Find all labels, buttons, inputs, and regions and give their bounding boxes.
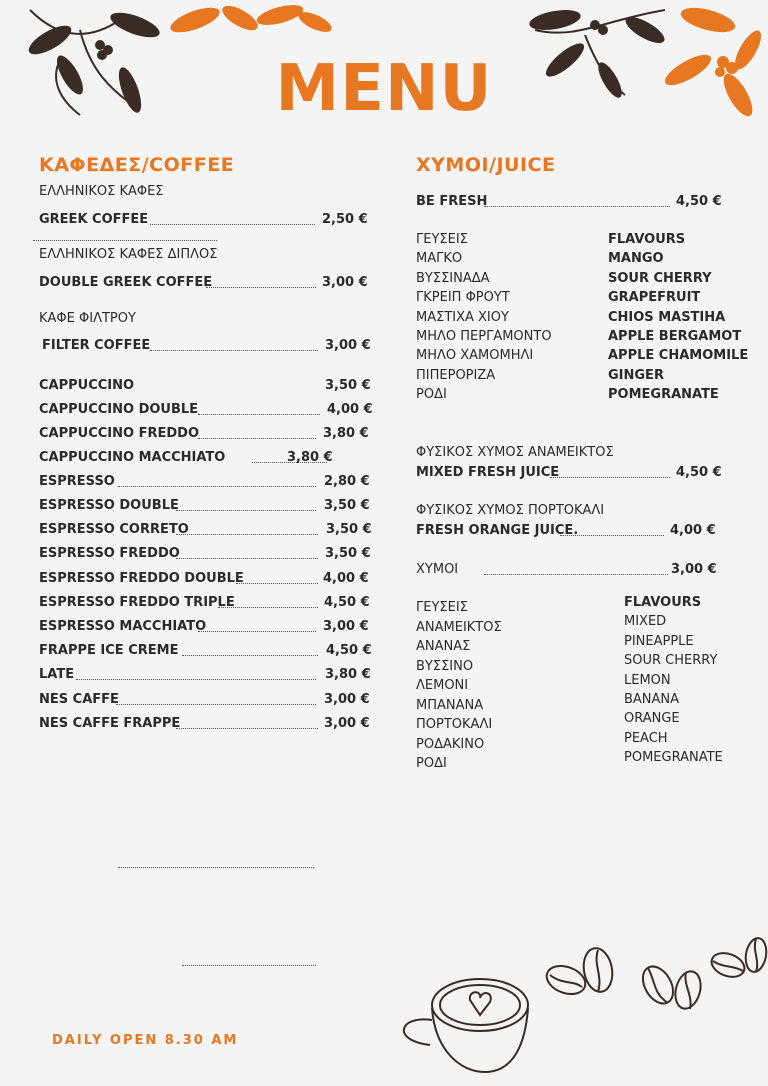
menu-item-name: ESPRESSO CORRETO <box>39 522 189 537</box>
menu-item-name: ESPRESSO <box>39 474 115 489</box>
dot-leader <box>206 287 316 288</box>
flavours-english-list-2 <box>624 595 723 770</box>
menu-item-name: FILTER COFFEE <box>42 338 151 353</box>
list-item: ΜΑΣΤΙΧΑ ΧΙΟΥ <box>416 309 509 325</box>
menu-item-name: GREEK COFFEE <box>39 212 149 227</box>
dot-leader <box>560 535 664 536</box>
menu-item-price: 3,50 € <box>325 378 371 393</box>
dot-leader <box>550 477 670 478</box>
menu-item-price: 4,00 € <box>323 571 369 586</box>
menu-item-name: LATE <box>39 667 75 682</box>
list-item: FLAVOURS <box>624 595 702 610</box>
menu-item-price: 3,00 € <box>325 338 371 353</box>
menu-item-name: ESPRESSO FREDDO TRIPLE <box>39 595 235 610</box>
list-item: ORANGE <box>624 711 680 727</box>
list-item: CHIOS MASTIHA <box>608 309 726 325</box>
dot-leader <box>150 224 315 225</box>
list-item: POMEGRANATE <box>608 387 719 403</box>
list-item: ΡΟΔΙ <box>416 756 447 771</box>
menu-item-price: 4,50 € <box>676 194 722 209</box>
list-item: ΒΥΣΣΙΝΑΔΑ <box>416 270 490 286</box>
menu-item-name: CAPPUCCINO MACCHIATO <box>39 450 226 465</box>
list-item: PINEAPPLE <box>624 633 694 649</box>
list-item: LEMON <box>624 672 671 688</box>
list-item: BANANA <box>624 691 680 707</box>
menu-item-price: 3,00 € <box>324 716 370 731</box>
menu-item-price: 4,00 € <box>670 523 716 538</box>
menu-item-price: 3,80 € <box>323 426 369 441</box>
dot-leader <box>76 679 316 680</box>
blank-line <box>118 867 314 868</box>
dot-leader <box>176 534 318 535</box>
list-item: ΠΙΠΕΡΟΡΙΖΑ <box>416 367 496 383</box>
menu-item-price: 4,50 € <box>326 643 372 658</box>
menu-item-name: NES CAFFE FRAPPE <box>39 716 181 731</box>
dot-leader <box>176 510 316 511</box>
menu-item-price: 3,50 € <box>325 546 371 561</box>
double-greek-label: ΕΛΛΗΝΙΚΟΣ ΚΑΦΕΣ ΔΙΠΛΟΣ <box>39 247 218 262</box>
coffee-cup-illustration <box>390 960 550 1080</box>
coffee-heading-greek: ΚΑΦΕΔΕΣ/ <box>39 154 150 176</box>
list-item: ΒΥΣΣΙΝΟ <box>416 658 474 674</box>
list-item: MIXED <box>624 614 667 630</box>
menu-item-price: 3,00 € <box>324 692 370 707</box>
list-item: ΜΗΛΟ ΧΑΜΟΜΗΛΙ <box>416 348 534 364</box>
menu-title: MENU <box>275 52 493 126</box>
list-item: ΓΚΡΕΙΠ ΦΡΟΥΤ <box>416 290 510 306</box>
divider-line <box>33 240 217 241</box>
menu-item-name: NES CAFFE <box>39 692 119 707</box>
menu-item-price: 3,50 € <box>326 522 372 537</box>
dot-leader <box>116 704 316 705</box>
dot-leader <box>484 574 668 575</box>
coffee-heading <box>39 154 234 176</box>
juice-heading <box>416 154 555 176</box>
menu-item-name: ESPRESSO FREDDO DOUBLE <box>39 571 244 586</box>
dot-leader <box>484 206 670 207</box>
juice-heading-en: JUICE <box>496 154 556 176</box>
list-item: FLAVOURS <box>608 232 686 247</box>
list-item: SOUR CHERRY <box>608 270 712 286</box>
menu-item-price: 2,50 € <box>322 212 368 227</box>
menu-item-name: ΧΥΜΟΙ <box>416 562 459 577</box>
menu-item-name: MIXED FRESH JUICE <box>416 465 560 480</box>
menu-item-name: CAPPUCCINO FREDDO <box>39 426 199 441</box>
orange-juice-label: ΦΥΣΙΚΟΣ ΧΥΜΟΣ ΠΟΡΤΟΚΑΛΙ <box>416 503 605 518</box>
menu-item-price: 3,00 € <box>322 275 368 290</box>
menu-item-price: 3,00 € <box>323 619 369 634</box>
menu-item-name: FRAPPE ICE CREME <box>39 643 179 658</box>
menu-item-price: 4,00 € <box>327 402 373 417</box>
coffee-beans-illustration <box>538 935 768 1015</box>
menu-item-name: DOUBLE GREEK COFFEE <box>39 275 213 290</box>
juice-heading-greek: ΧΥΜΟΙ/ <box>416 154 497 176</box>
dot-leader <box>182 655 318 656</box>
menu-item-name: ESPRESSO MACCHIATO <box>39 619 207 634</box>
mixed-juice-label: ΦΥΣΙΚΟΣ ΧΥΜΟΣ ΑΝΑΜΕΙΚΤΟΣ <box>416 445 614 460</box>
menu-item-name: ESPRESSO DOUBLE <box>39 498 179 513</box>
blank-line <box>182 965 316 966</box>
menu-item-price: 3,00 € <box>671 562 717 577</box>
list-item: GINGER <box>608 367 664 383</box>
list-item: SOUR CHERRY <box>624 653 718 669</box>
flavours-greek-list-2 <box>416 600 502 776</box>
list-item: ΓΕΥΣΕΙΣ <box>416 232 468 247</box>
list-item: ΓΕΥΣΕΙΣ <box>416 600 468 615</box>
list-item: ΡΟΔΙ <box>416 387 447 403</box>
menu-item-price: 2,80 € <box>324 474 370 489</box>
menu-item-price: 4,50 € <box>676 465 722 480</box>
list-item: GRAPEFRUIT <box>608 290 701 306</box>
list-item: PEACH <box>624 730 668 746</box>
menu-item-name: FRESH ORANGE JUICE. <box>416 523 579 538</box>
dot-leader <box>176 728 318 729</box>
greek-coffee-label: ΕΛΛΗΝΙΚΟΣ ΚΑΦΕΣ <box>39 184 164 199</box>
menu-item-price: 3,80 € <box>325 667 371 682</box>
dot-leader <box>150 350 318 351</box>
list-item: APPLE BERGAMOT <box>608 328 742 344</box>
dot-leader <box>176 558 318 559</box>
dot-leader <box>218 607 318 608</box>
filter-label: ΚΑΦΕ ΦΙΛΤΡΟΥ <box>39 311 136 326</box>
list-item: ΜΗΛΟ ΠΕΡΓΑΜΟΝΤΟ <box>416 328 552 344</box>
dot-leader <box>118 486 316 487</box>
dot-leader <box>198 438 316 439</box>
list-item: ΜΠΑΝΑΝΑ <box>416 697 484 713</box>
menu-item-price: 4,50 € <box>324 595 370 610</box>
menu-item-price: 3,80 € <box>287 450 333 465</box>
dot-leader <box>198 414 320 415</box>
orange-leaves-left-illustration <box>165 0 335 50</box>
menu-item-name: ESPRESSO FREDDO <box>39 546 180 561</box>
menu-item-name: BE FRESH <box>416 194 488 209</box>
list-item: MANGO <box>608 251 664 267</box>
list-item: ΑΝΑΝΑΣ <box>416 639 471 654</box>
dot-leader <box>198 631 316 632</box>
list-item: POMEGRANATE <box>624 750 723 766</box>
menu-item-name: CAPPUCCINO DOUBLE <box>39 402 199 417</box>
dot-leader <box>236 583 318 584</box>
opening-hours: DAILY OPEN 8.30 AM <box>52 1033 239 1048</box>
list-item: APPLE CHAMOMILE <box>608 348 749 364</box>
list-item: ΛΕΜΟΝΙ <box>416 678 469 693</box>
menu-item-name: CAPPUCCINO <box>39 378 135 393</box>
list-item: ΜΑΓΚΟ <box>416 251 463 267</box>
flavours-greek-list-1 <box>416 232 552 407</box>
list-item: ΡΟΔΑΚΙΝΟ <box>416 736 485 752</box>
list-item: ΠΟΡΤΟΚΑΛΙ <box>416 717 493 732</box>
coffee-heading-en: COFFEE <box>149 154 235 176</box>
flavours-english-list-1 <box>608 232 748 407</box>
list-item: ΑΝΑΜΕΙΚΤΟΣ <box>416 619 502 635</box>
menu-item-price: 3,50 € <box>324 498 370 513</box>
